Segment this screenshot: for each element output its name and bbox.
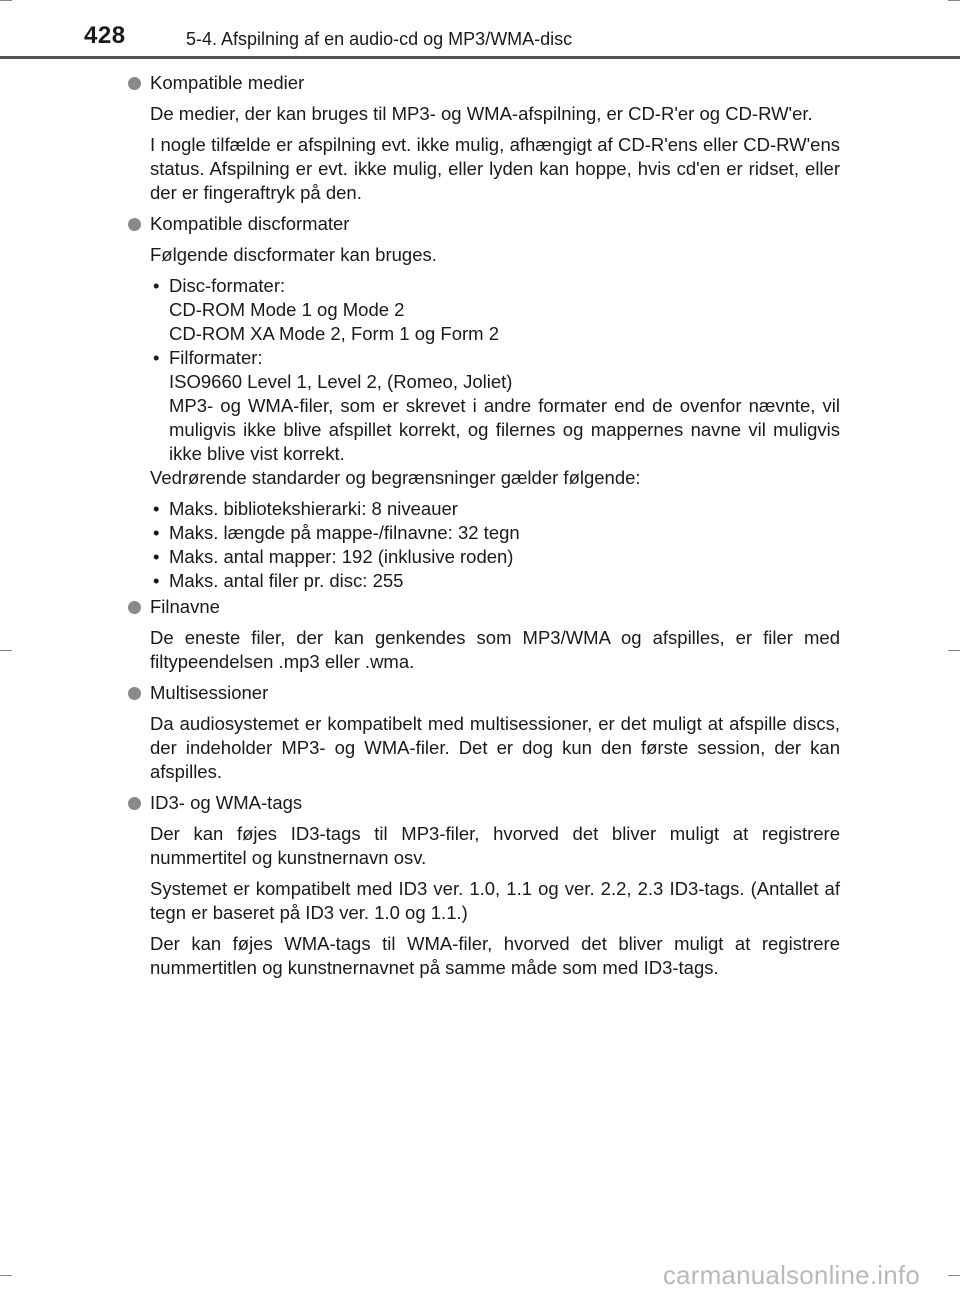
heading-compatible-media xyxy=(128,71,840,95)
bullet-dot-icon xyxy=(128,797,141,810)
page-content xyxy=(128,71,840,987)
heading-text: Kompatible medier xyxy=(150,72,305,93)
crop-mark-mid-left xyxy=(0,650,12,651)
list-item xyxy=(150,521,840,545)
header-rule xyxy=(0,56,960,59)
bullet-dot-icon xyxy=(128,77,141,90)
paragraph: De eneste filer, der kan genkendes som MP3/WMA og afspilles, er filer med filtypeendelsen .mp3 eller .wma. xyxy=(150,627,840,672)
paragraph: Vedrørende standarder og begrænsninger gælder følgende: xyxy=(150,467,641,488)
page-number: 428 xyxy=(84,22,126,49)
bullet-dot-icon xyxy=(128,687,141,700)
paragraph: Da audiosystemet er kompatibelt med multisessioner, er det muligt at afspille discs, der indeholder MP3- og WMA-filer. Det er dog kun den første session, der kan afspilles. xyxy=(150,713,840,782)
crop-mark-mid-right xyxy=(948,650,960,651)
paragraph: Systemet er kompatibelt med ID3 ver. 1.0, 1.1 og ver. 2.2, 2.3 ID3-tags. (Antallet af tegn er baseret på ID3 ver. 1.0 og 1.1.) xyxy=(150,878,840,923)
crop-mark-top-left xyxy=(0,0,12,1)
bullet-dot-icon xyxy=(128,218,141,231)
heading-multisession xyxy=(128,681,840,705)
heading-text: Multisessioner xyxy=(150,682,269,703)
heading-id3-wma-tags xyxy=(128,791,840,815)
paragraph: De medier, der kan bruges til MP3- og WMA-afspilning, er CD-R'er og CD-RW'er. xyxy=(150,103,813,124)
list-item xyxy=(150,569,840,593)
list-line: CD-ROM Mode 1 og Mode 2 xyxy=(169,299,405,320)
list-item xyxy=(150,274,840,346)
list-text: Maks. antal filer pr. disc: 255 xyxy=(169,570,404,591)
list-bullet: • xyxy=(153,347,160,368)
list-text: Maks. bibliotekshierarki: 8 niveauer xyxy=(169,498,458,519)
crop-mark-top-right xyxy=(948,0,960,1)
list-label: Disc-formater: xyxy=(169,275,286,296)
list-line: MP3- og WMA-filer, som er skrevet i andre formater end de ovenfor nævnte, vil muligvis ikke blive afspillet korrekt, og filernes og mappernes navne vil muligvis ikke blive vist korrekt. xyxy=(169,395,840,464)
list-bullet: • xyxy=(153,570,160,591)
crop-mark-bottom-left xyxy=(0,1275,12,1276)
heading-text: ID3- og WMA-tags xyxy=(150,792,303,813)
watermark: carmanualsonline.info xyxy=(662,1260,920,1290)
paragraph: Følgende discformater kan bruges. xyxy=(150,244,437,265)
bullet-dot-icon xyxy=(128,601,141,614)
list-line: ISO9660 Level 1, Level 2, (Romeo, Joliet) xyxy=(169,371,513,392)
page-header xyxy=(0,0,960,60)
heading-filenames xyxy=(128,595,840,619)
list-text: Maks. antal mapper: 192 (inklusive roden) xyxy=(169,546,514,567)
paragraph: Der kan føjes ID3-tags til MP3-filer, hvorved det bliver muligt at registrere nummertitel og kunstnernavn osv. xyxy=(150,823,840,868)
paragraph: Der kan føjes WMA-tags til WMA-filer, hvorved det bliver muligt at registrere nummertitlen og kunstnernavnet på samme måde som med ID3-tags. xyxy=(150,933,840,978)
list-label: Filformater: xyxy=(169,347,263,368)
heading-text: Kompatible discformater xyxy=(150,213,350,234)
list-bullet: • xyxy=(153,275,160,296)
heading-text: Filnavne xyxy=(150,596,220,617)
list-bullet: • xyxy=(153,498,160,519)
crop-mark-bottom-right xyxy=(948,1275,960,1276)
list-item xyxy=(150,497,840,521)
list-text: Maks. længde på mappe-/filnavne: 32 tegn xyxy=(169,522,520,543)
heading-compatible-disc-formats xyxy=(128,212,840,236)
paragraph: I nogle tilfælde er afspilning evt. ikke mulig, afhængigt af CD-R'ens eller CD-RW'ens status. Afspilning er evt. ikke mulig, eller lyden kan hoppe, hvis cd'en er ridset, eller der er fingeraftryk på den. xyxy=(150,134,840,203)
format-list xyxy=(150,274,840,466)
list-bullet: • xyxy=(153,546,160,567)
section-title: 5-4. Afspilning af en audio-cd og MP3/WMA-disc xyxy=(186,29,573,49)
limits-list xyxy=(150,497,840,593)
list-item xyxy=(150,346,840,466)
list-bullet: • xyxy=(153,522,160,543)
list-item xyxy=(150,545,840,569)
list-line: CD-ROM XA Mode 2, Form 1 og Form 2 xyxy=(169,323,500,344)
